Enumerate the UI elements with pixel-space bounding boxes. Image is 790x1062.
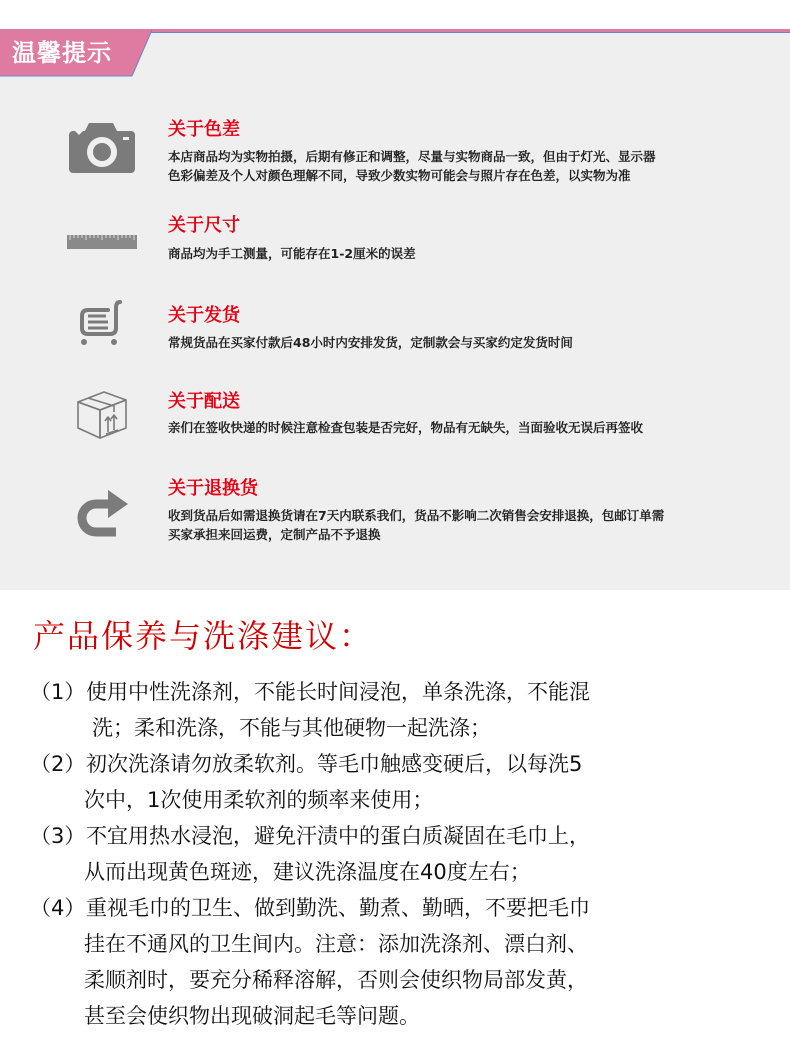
care-item-line: 重视毛巾的卫生、做到勤洗、勤煮、勤晒，不要把毛巾 xyxy=(86,896,590,920)
care-item-number: （1） xyxy=(30,680,86,704)
care-item-line: 甚至会使织物出现破洞起毛等问题。 xyxy=(84,1004,420,1028)
care-item-line: 使用中性洗涤剂，不能长时间浸泡，单条洗涤，不能混 xyxy=(86,680,590,704)
cart-icon xyxy=(64,291,140,355)
tip-body xyxy=(168,244,768,263)
tip-line: 买家承担来回运费，定制产品不予退换 xyxy=(168,527,381,542)
care-item-1 xyxy=(30,674,760,746)
tips-heading: 温馨提示 xyxy=(12,39,112,67)
tip-body xyxy=(168,147,768,185)
tip-title: 关于配送 xyxy=(168,391,240,412)
care-item-line: 不宜用热水浸泡，避免汗渍中的蛋白质凝固在毛巾上， xyxy=(86,824,590,848)
tip-title: 关于退换货 xyxy=(168,478,258,499)
care-item-line: 柔顺剂时，要充分稀释溶解，否则会使织物局部发黄， xyxy=(84,968,588,992)
camera-icon xyxy=(64,115,140,179)
care-item-2 xyxy=(30,746,760,818)
tip-line: 色彩偏差及个人对颜色理解不同，导致少数实物可能会与照片存在色差，以实物为准 xyxy=(168,168,631,183)
tips-heading-tab xyxy=(0,29,152,77)
package-box-icon xyxy=(64,381,140,445)
care-item-number: （2） xyxy=(30,752,86,776)
care-item-number: （4） xyxy=(30,896,86,920)
tip-title: 关于发货 xyxy=(168,305,240,326)
care-item-line: 次中，1次使用柔软剂的频率来使用； xyxy=(84,788,434,812)
tip-body xyxy=(168,418,768,437)
tips-panel xyxy=(0,29,790,590)
care-item-line: 洗；柔和洗涤，不能与其他硬物一起洗涤； xyxy=(92,716,491,740)
tip-title: 关于尺寸 xyxy=(168,215,240,236)
tip-body xyxy=(168,506,768,544)
tip-line: 收到货品后如需退换货请在7天内联系我们，货品不影响二次销售会安排退换，包邮订单需 xyxy=(168,508,665,523)
ruler-icon xyxy=(64,209,140,273)
care-item-line: 挂在不通风的卫生间内。注意：添加洗涤剂、漂白剂、 xyxy=(84,932,588,956)
care-item-line: 初次洗涤请勿放柔软剂。等毛巾触感变硬后，以每洗5 xyxy=(86,752,583,776)
care-item-4 xyxy=(30,890,760,1034)
care-item-number: （3） xyxy=(30,824,86,848)
tip-body xyxy=(168,333,768,352)
care-item-3 xyxy=(30,818,760,890)
tip-line: 常规货品在买家付款后48小时内安排发货，定制款会与买家约定发货时间 xyxy=(168,335,573,350)
care-section-title: 产品保养与洗涤建议： xyxy=(33,617,374,655)
tip-line: 本店商品均为实物拍摄，后期有修正和调整，尽量与实物商品一致，但由于灯光、显示器 xyxy=(168,149,656,164)
tip-line: 亲们在签收快递的时候注意检查包装是否完好，物品有无缺失，当面验收无误后再签收 xyxy=(168,420,644,435)
tip-title: 关于色差 xyxy=(168,119,240,140)
care-item-line: 从而出现黄色斑迹，建议洗涤温度在40度左右； xyxy=(84,860,531,884)
return-arrow-icon xyxy=(64,482,140,546)
tip-line: 商品均为手工测量，可能存在1-2厘米的误差 xyxy=(168,246,416,261)
